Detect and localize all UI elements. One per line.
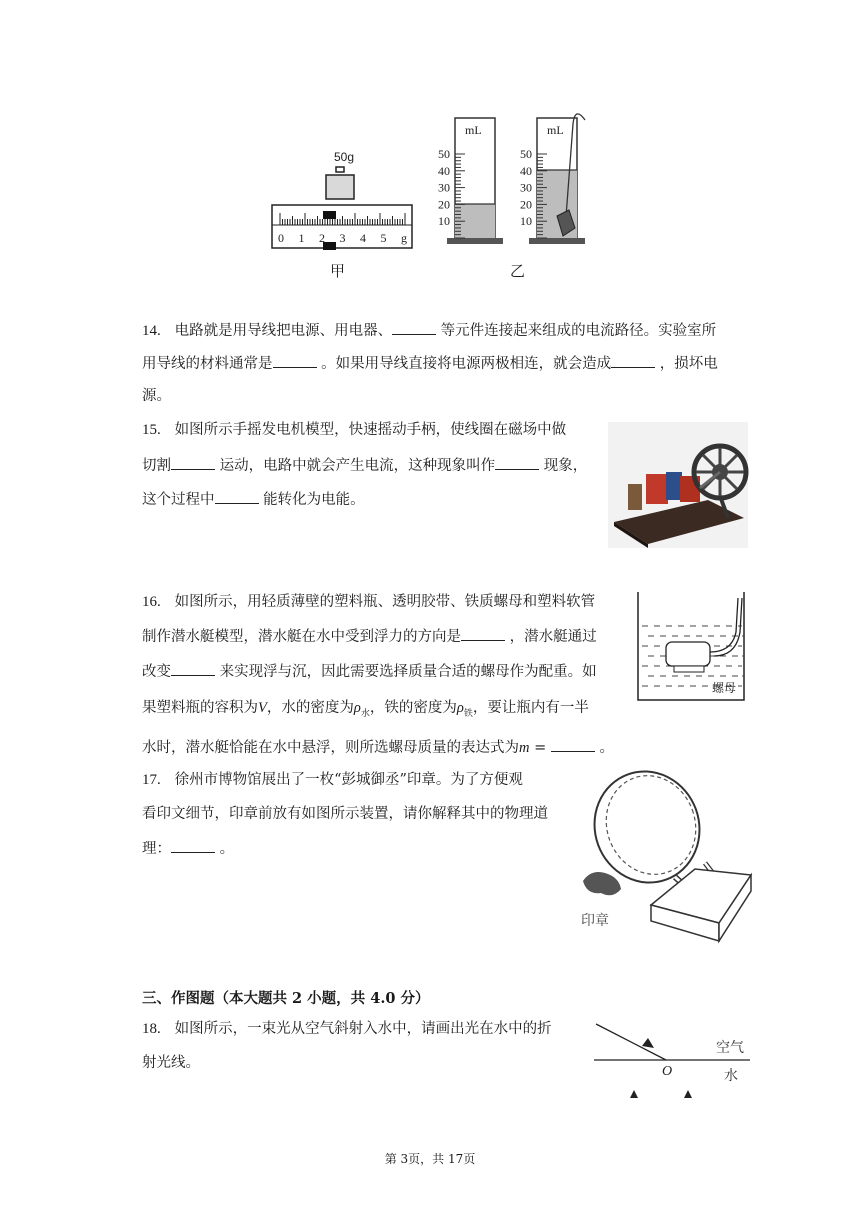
q14-number: 14. [142, 323, 161, 339]
seal-label: 印章 [581, 913, 609, 929]
ruler-tick-label: 4 [360, 231, 366, 245]
caption-yi: 乙 [510, 262, 526, 280]
submarine-figure [636, 592, 750, 704]
cylinder-tick-label: 20 [438, 197, 450, 212]
cylinder-a [438, 118, 503, 244]
triangle-marker [630, 1090, 638, 1098]
q17-line2 [142, 804, 548, 824]
q17-text: 。 [215, 841, 235, 857]
ruler-tick-label: 5 [380, 231, 387, 245]
q14-text: 等元件连接起来组成的电流路径。实验室所 [436, 323, 717, 339]
q18-text: 如图所示，一束光从空气斜射入水中，请画出光在水中的折 [174, 1021, 552, 1037]
equals-sign: = [529, 740, 551, 756]
unit-label: mL [465, 123, 482, 137]
ruler-tick-label: 3 [339, 231, 346, 245]
q18-number: 18. [142, 1021, 161, 1037]
q16-text: 果塑料瓶的容积为 [142, 700, 258, 716]
cylinder-tick-label: 40 [520, 163, 532, 178]
origin-label: O [662, 1064, 673, 1079]
answer-blank[interactable] [461, 626, 505, 641]
water-label: 水 [724, 1068, 738, 1084]
q18-text: 射光线。 [142, 1055, 200, 1071]
cylinder-tick-label: 10 [438, 214, 450, 229]
q18-line2 [142, 1053, 200, 1073]
answer-blank[interactable] [171, 661, 215, 676]
rho-subscript: 铁 [463, 708, 473, 719]
q17-text: 理： [142, 841, 171, 857]
rho-symbol: ρ [456, 700, 464, 716]
unit-label: mL [547, 123, 564, 137]
mass-symbol: m [519, 740, 530, 756]
volume-symbol: V [258, 700, 267, 716]
q17-number: 17. [142, 772, 161, 788]
q14-text: 用导线的材料通常是 [142, 356, 273, 372]
cylinder-tick-label: 30 [438, 180, 450, 195]
q16-line1 [142, 592, 595, 612]
generator-photo [608, 422, 748, 548]
q15-line2 [142, 455, 587, 476]
q16-line4 [142, 698, 589, 724]
q15-line1 [142, 420, 566, 440]
q15-text: 运动，电路中就会产生电流，这种现象叫作 [215, 458, 496, 474]
q16-text: ，要让瓶内有一半 [472, 700, 589, 716]
q14-line3 [142, 386, 171, 406]
magnifier-figure [575, 765, 755, 945]
q15-text: 这个过程中 [142, 492, 215, 508]
q14-text: 源。 [142, 388, 171, 404]
q17-text: 看印文细节，印章前放有如图所示装置，请你解释其中的物理道 [142, 806, 548, 822]
ruler-tick-label: g [401, 231, 407, 245]
q17-line3 [142, 838, 234, 859]
section-heading: 三、作图题（本大题共 2 小题，共 4.0 分） [142, 990, 430, 1007]
cylinder-b [520, 114, 585, 244]
answer-blank[interactable] [611, 353, 655, 368]
answer-blank[interactable] [215, 489, 259, 504]
q15-text: 如图所示手摇发电机模型，快速摇动手柄，使线圈在磁场中做 [174, 422, 567, 438]
q18-line1 [142, 1019, 552, 1039]
caption-jia: 甲 [330, 262, 346, 280]
ruler-tick-label: 1 [298, 231, 305, 245]
q16-text: 。 [594, 740, 614, 756]
answer-blank[interactable] [171, 838, 215, 853]
cylinder-tick-label: 30 [520, 180, 532, 195]
rho-subscript: 水 [360, 708, 370, 719]
answer-blank[interactable] [171, 455, 215, 470]
q16-text: 改变 [142, 664, 171, 680]
air-label: 空气 [716, 1040, 744, 1056]
q16-text: 水时，潜水艇恰能在水中悬浮，则所选螺母质量的表达式为 [142, 740, 519, 756]
ruler-tick-label: 2 [319, 231, 325, 245]
page-footer: 第 3页，共 17页 [384, 1152, 476, 1166]
cylinder-tick-label: 10 [520, 214, 532, 229]
nut-label: 螺母 [712, 681, 737, 695]
q14-text: ，损坏电 [655, 356, 718, 372]
q16-text: 来实现浮与沉，因此需要选择质量合适的螺母作为配重。如 [215, 664, 597, 680]
q16-text: 制作潜水艇模型，潜水艇在水中受到浮力的方向是 [142, 629, 461, 645]
q15-line3 [142, 489, 365, 510]
q16-line3 [142, 661, 597, 682]
cylinder-figure [435, 112, 595, 252]
q16-text: 如图所示，用轻质薄壁的塑料瓶、透明胶带、铁质螺母和塑料软管 [174, 594, 596, 610]
ruler-tick-label: 0 [278, 231, 284, 245]
weight-label: 50g [334, 150, 355, 164]
q15-text: 能转化为电能。 [258, 492, 365, 508]
q14-text: 电路就是用导线把电源、用电器、 [174, 323, 393, 339]
q16-text: ，潜水艇通过 [505, 629, 597, 645]
cylinder-tick-label: 40 [438, 163, 450, 178]
q16-text: ，水的密度为 [266, 700, 354, 716]
q14-text: 。如果用导线直接将电源两极相连，就会造成 [316, 356, 612, 372]
q17-text: 徐州市博物馆展出了一枚“彭城御丞”印章。为了方便观 [174, 772, 523, 788]
answer-blank[interactable] [495, 455, 539, 470]
cylinder-tick-label: 50 [520, 147, 532, 161]
answer-blank[interactable] [551, 737, 595, 752]
balance-ruler-figure [270, 145, 420, 255]
cylinder-tick-label: 20 [520, 197, 532, 212]
q15-number: 15. [142, 422, 161, 438]
answer-blank[interactable] [273, 353, 317, 368]
q16-line5 [142, 737, 614, 758]
rho-symbol: ρ [353, 700, 361, 716]
q15-text: 切割 [142, 458, 171, 474]
cylinder-tick-label: 50 [438, 147, 450, 161]
q15-text: 现象， [539, 458, 588, 474]
q14-line2 [142, 353, 718, 374]
q16-number: 16. [142, 594, 161, 610]
q17-line1 [142, 770, 523, 790]
q16-text: ，铁的密度为 [369, 700, 457, 716]
q16-line2 [142, 626, 597, 647]
q14-line1 [142, 320, 716, 341]
refraction-figure [590, 1018, 760, 1098]
answer-blank[interactable] [392, 320, 436, 335]
triangle-marker [684, 1090, 692, 1098]
